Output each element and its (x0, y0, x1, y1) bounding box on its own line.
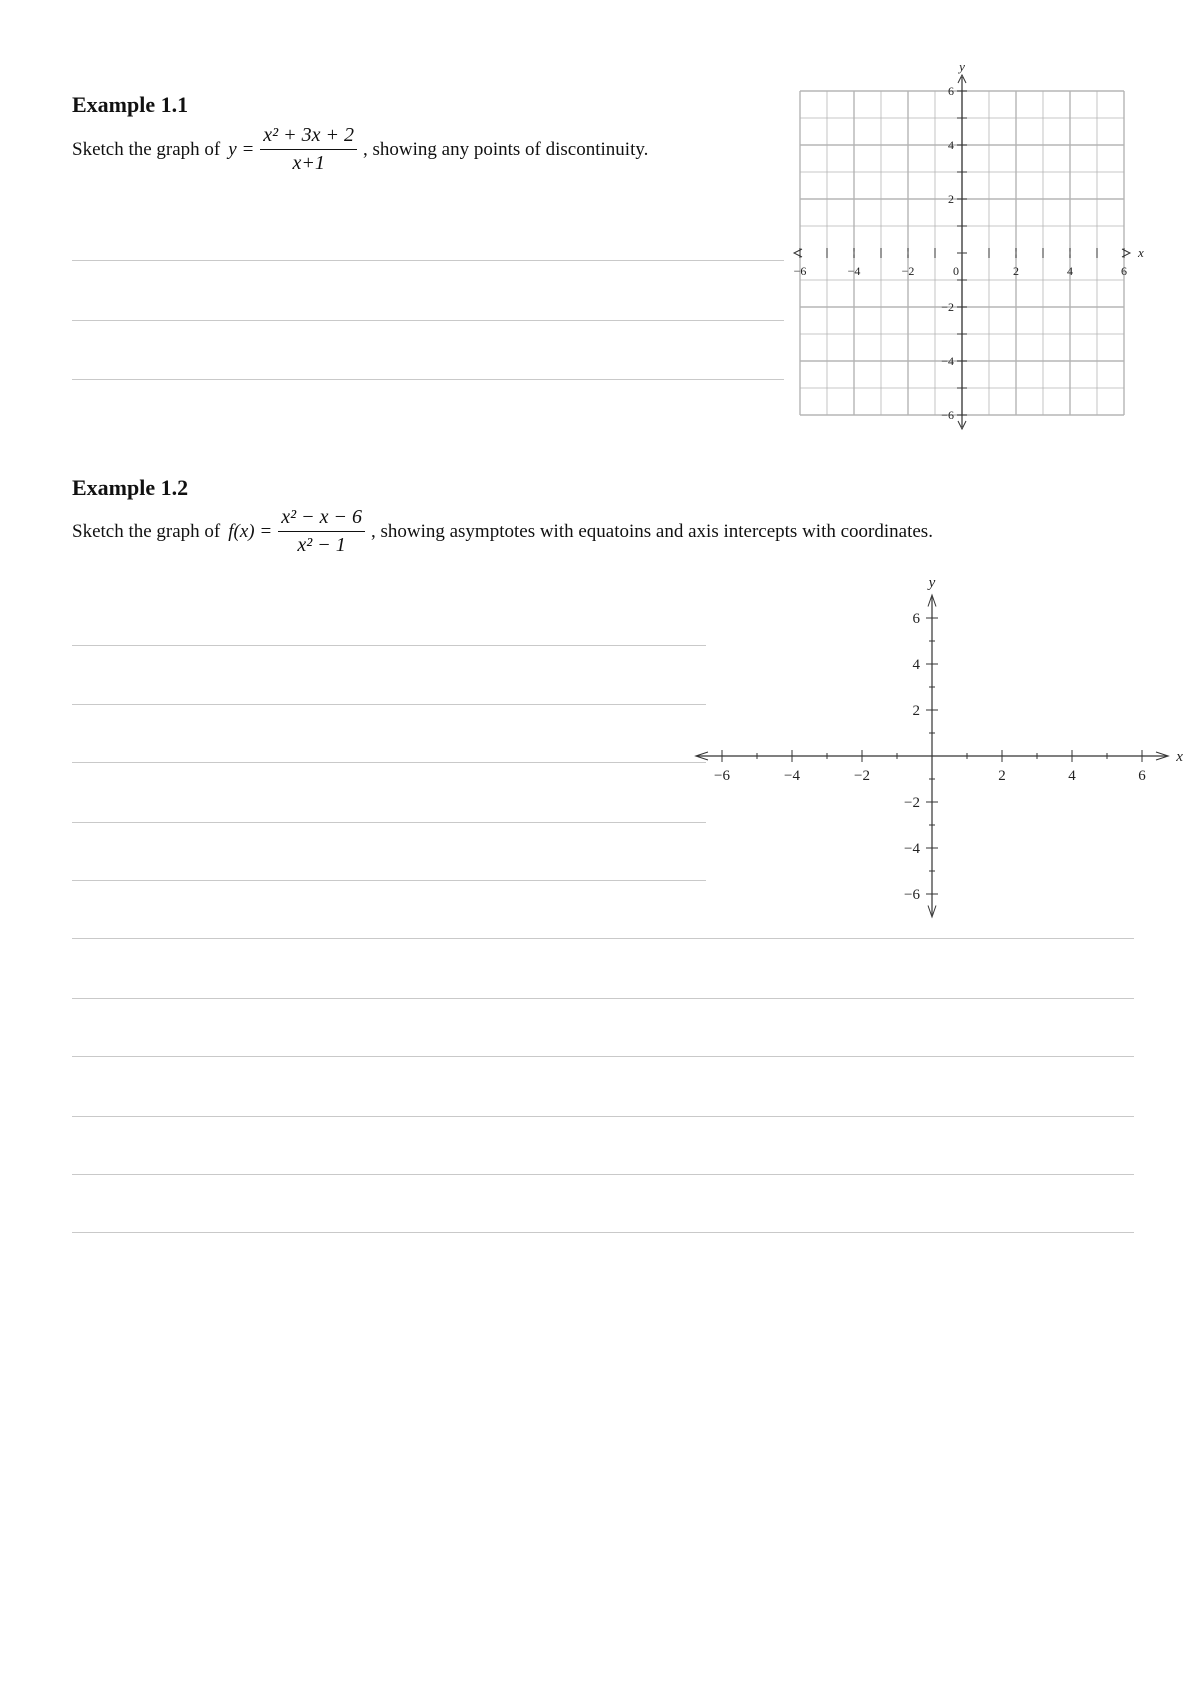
x-tick-label: 6 (1138, 768, 1146, 784)
y-tick-label: −6 (904, 887, 920, 903)
example-1-1-grid (780, 56, 1144, 436)
x-tick-label: 2 (1013, 264, 1019, 278)
prompt-text: Sketch the graph of (72, 520, 221, 542)
answer-line (72, 1174, 1134, 1175)
x-tick-label: 4 (1067, 264, 1073, 278)
numerator: x² + 3x + 2 (260, 124, 357, 150)
example-1-2-axes (700, 575, 1183, 916)
example-1-2-heading: Example 1.2 (72, 475, 189, 500)
y-tick-label: 2 (948, 192, 954, 206)
y-tick-label: 6 (948, 84, 954, 98)
answer-line (72, 822, 706, 823)
prompt-text-end: , showing any points of discontinuity. (363, 138, 649, 160)
y-tick-label: −2 (941, 300, 954, 314)
y-axis-label: y (959, 59, 965, 74)
answer-line (72, 645, 706, 646)
answer-line (72, 1232, 1134, 1233)
answer-line (72, 998, 1134, 999)
y-tick-label: −4 (904, 841, 920, 857)
x-tick-label: 6 (1121, 264, 1127, 278)
x-axis-label: x (1138, 245, 1144, 260)
example-1-2-prompt (72, 506, 933, 557)
answer-line (72, 880, 706, 881)
x-tick-label: −2 (854, 768, 870, 784)
y-tick-label: −6 (941, 408, 954, 422)
example-1-1-prompt (72, 124, 648, 175)
prompt-text: Sketch the graph of (72, 138, 221, 160)
equation-lhs: f(x) = (228, 520, 273, 542)
y-tick-label: −4 (941, 354, 954, 368)
x-tick-label: −4 (784, 768, 800, 784)
answer-line (72, 320, 784, 321)
y-tick-label: −2 (904, 795, 920, 811)
y-tick-label: 6 (912, 611, 920, 627)
y-tick-label: 2 (912, 703, 920, 719)
x-tick-label: −4 (847, 264, 861, 278)
x-tick-label: −2 (901, 264, 915, 278)
example-1-1-heading: Example 1.1 (72, 92, 189, 117)
rational-function (260, 124, 357, 175)
prompt-text-end: , showing asymptotes with equatoins and axis intercepts with coordinates. (370, 520, 933, 542)
answer-line (72, 1056, 1134, 1057)
denominator: x+1 (292, 152, 325, 174)
rational-function (278, 506, 365, 557)
x-tick-label: 0 (953, 264, 959, 278)
x-tick-label: 4 (1068, 768, 1076, 784)
answer-line (72, 938, 1134, 939)
x-tick-label: −6 (793, 264, 807, 278)
answer-line (72, 260, 784, 261)
y-tick-label: 4 (912, 657, 920, 673)
answer-line (72, 379, 784, 380)
denominator: x² − 1 (297, 534, 346, 556)
numerator: x² − x − 6 (278, 506, 365, 532)
x-axis-label: x (1176, 749, 1183, 765)
y-axis-label: y (928, 575, 936, 591)
axes (792, 75, 1132, 429)
answer-line (72, 704, 706, 705)
tick-labels (794, 59, 1144, 422)
axes (696, 595, 1169, 917)
x-tick-label: 2 (998, 768, 1006, 784)
x-tick-label: −6 (714, 768, 730, 784)
equation-lhs: y = (228, 138, 255, 160)
y-tick-label: 4 (948, 138, 954, 152)
tick-labels (714, 575, 1183, 903)
answer-line (72, 762, 706, 763)
answer-line (72, 1116, 1134, 1117)
